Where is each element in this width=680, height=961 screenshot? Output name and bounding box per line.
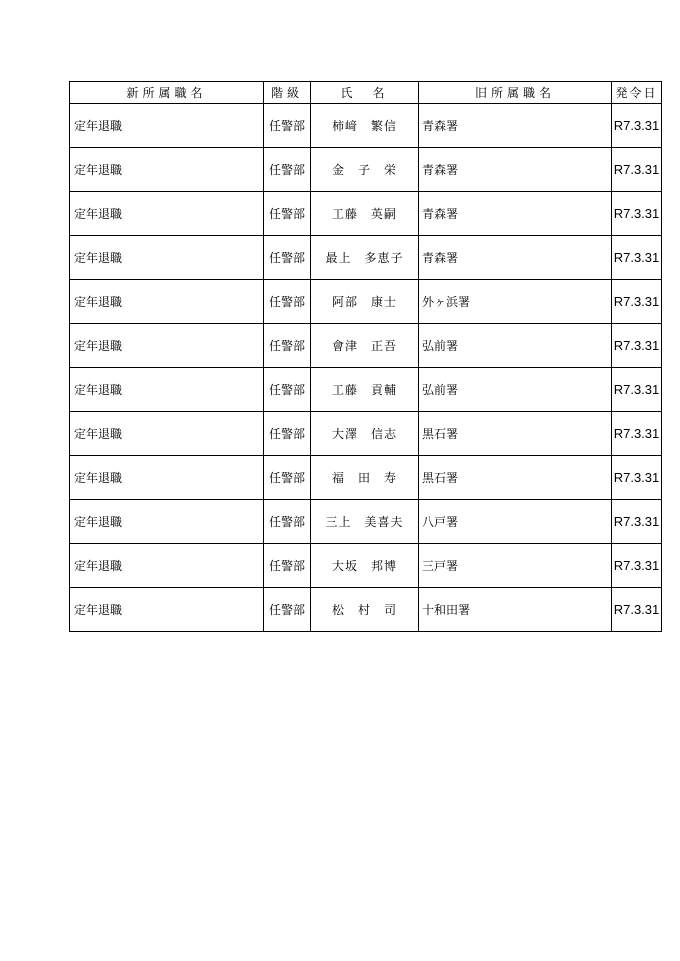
- table-row: [70, 236, 662, 280]
- cell-old-post: 黒石署: [419, 412, 612, 456]
- table-row: [70, 280, 662, 324]
- cell-date: R7.3.31: [612, 588, 662, 632]
- personnel-table: [69, 81, 662, 632]
- cell-name: 松 村 司: [311, 588, 419, 632]
- table-row: [70, 192, 662, 236]
- cell-date: R7.3.31: [612, 236, 662, 280]
- cell-name: 會津 正吾: [311, 324, 419, 368]
- cell-rank: 任警部: [264, 412, 311, 456]
- cell-name: 工藤 貢輔: [311, 368, 419, 412]
- cell-rank: 任警部: [264, 148, 311, 192]
- cell-date: R7.3.31: [612, 500, 662, 544]
- cell-date: R7.3.31: [612, 544, 662, 588]
- header-old-post: 旧所属職名: [419, 82, 612, 104]
- cell-old-post: 外ヶ浜署: [419, 280, 612, 324]
- cell-name: 三上 美喜夫: [311, 500, 419, 544]
- cell-old-post: 弘前署: [419, 368, 612, 412]
- cell-rank: 任警部: [264, 236, 311, 280]
- cell-old-post: 青森署: [419, 192, 612, 236]
- cell-name: 大澤 信志: [311, 412, 419, 456]
- cell-date: R7.3.31: [612, 148, 662, 192]
- table-row: [70, 368, 662, 412]
- cell-rank: 任警部: [264, 500, 311, 544]
- cell-new-post: 定年退職: [70, 104, 264, 148]
- cell-rank: 任警部: [264, 368, 311, 412]
- table-row: [70, 148, 662, 192]
- table-row: [70, 588, 662, 632]
- cell-date: R7.3.31: [612, 368, 662, 412]
- header-name: 氏 名: [311, 82, 419, 104]
- cell-old-post: 青森署: [419, 236, 612, 280]
- cell-old-post: 弘前署: [419, 324, 612, 368]
- table-row: [70, 412, 662, 456]
- cell-old-post: 三戸署: [419, 544, 612, 588]
- cell-name: 金 子 栄: [311, 148, 419, 192]
- cell-date: R7.3.31: [612, 104, 662, 148]
- cell-old-post: 青森署: [419, 104, 612, 148]
- cell-new-post: 定年退職: [70, 412, 264, 456]
- cell-new-post: 定年退職: [70, 236, 264, 280]
- table-row: [70, 456, 662, 500]
- cell-rank: 任警部: [264, 544, 311, 588]
- header-row: [70, 82, 662, 104]
- cell-new-post: 定年退職: [70, 280, 264, 324]
- cell-date: R7.3.31: [612, 456, 662, 500]
- cell-new-post: 定年退職: [70, 456, 264, 500]
- table-body: [70, 104, 662, 632]
- table-row: [70, 500, 662, 544]
- cell-rank: 任警部: [264, 456, 311, 500]
- cell-rank: 任警部: [264, 324, 311, 368]
- cell-name: 福 田 寿: [311, 456, 419, 500]
- cell-old-post: 黒石署: [419, 456, 612, 500]
- cell-date: R7.3.31: [612, 324, 662, 368]
- cell-old-post: 八戸署: [419, 500, 612, 544]
- table-row: [70, 544, 662, 588]
- cell-name: 最上 多恵子: [311, 236, 419, 280]
- cell-date: R7.3.31: [612, 412, 662, 456]
- cell-new-post: 定年退職: [70, 324, 264, 368]
- header-date: 発令日: [612, 82, 662, 104]
- table-row: [70, 324, 662, 368]
- cell-new-post: 定年退職: [70, 368, 264, 412]
- cell-old-post: 十和田署: [419, 588, 612, 632]
- cell-new-post: 定年退職: [70, 192, 264, 236]
- cell-name: 阿部 康士: [311, 280, 419, 324]
- cell-name: 柿﨑 繁信: [311, 104, 419, 148]
- cell-new-post: 定年退職: [70, 148, 264, 192]
- cell-new-post: 定年退職: [70, 544, 264, 588]
- header-new-post: 新所属職名: [70, 82, 264, 104]
- cell-name: 工藤 英嗣: [311, 192, 419, 236]
- cell-rank: 任警部: [264, 192, 311, 236]
- cell-name: 大坂 邦博: [311, 544, 419, 588]
- cell-date: R7.3.31: [612, 280, 662, 324]
- cell-old-post: 青森署: [419, 148, 612, 192]
- cell-rank: 任警部: [264, 588, 311, 632]
- cell-new-post: 定年退職: [70, 588, 264, 632]
- cell-date: R7.3.31: [612, 192, 662, 236]
- table-row: [70, 104, 662, 148]
- cell-new-post: 定年退職: [70, 500, 264, 544]
- header-rank: 階級: [264, 82, 311, 104]
- cell-rank: 任警部: [264, 280, 311, 324]
- cell-rank: 任警部: [264, 104, 311, 148]
